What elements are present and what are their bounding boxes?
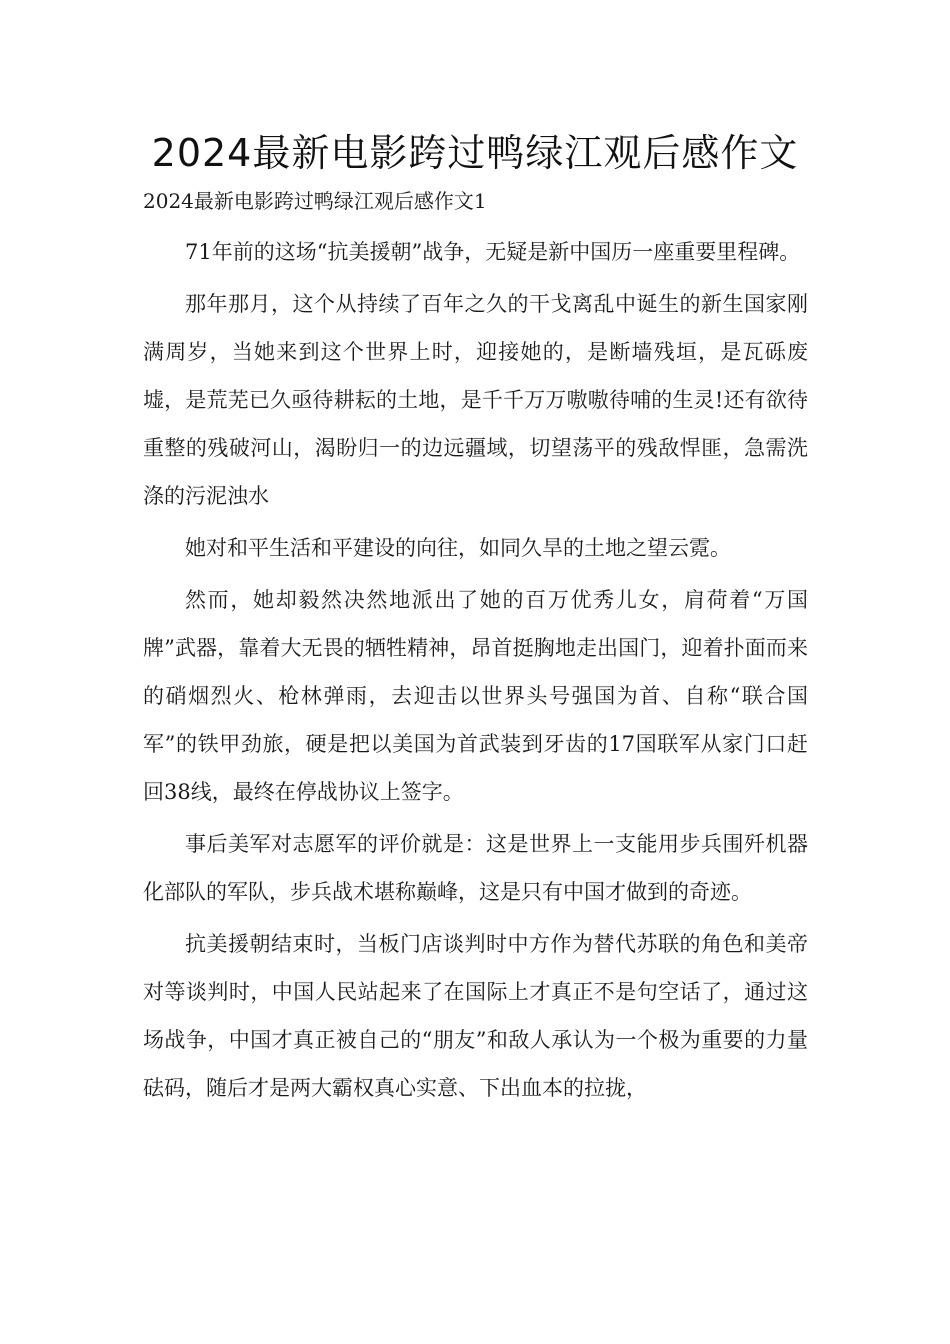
paragraph-4: 然而，她却毅然决然地派出了她的百万优秀儿女，肩荷着“万国牌”武器，靠着大无畏的牺牲精神，昂首挺胸地走出国门，迎着扑面而来的硝烟烈火、枪林弹雨，去迎击以世界头号强国为首、自称“联合国军”的铁甲劲旅，硬是把以美国为首武装到牙齿的17国联军从家门口赶回38线，最终在停战协议上签字。 [143, 588, 808, 804]
paragraph-2: 那年那月，这个从持续了百年之久的干戈离乱中诞生的新生国家刚满周岁，当她来到这个世界上时，迎接她的，是断墙残垣，是瓦砾废墟，是荒芜已久亟待耕耘的土地，是千千万万嗷嗷待哺的生灵!还有欲待重整的残破河山，渴盼归一的边远疆域，切望荡平的残敌悍匪，急需洗涤的污泥浊水 [143, 292, 808, 508]
paragraph-5: 事后美军对志愿军的评价就是：这是世界上一支能用步兵围歼机器化部队的军队，步兵战术堪称巅峰，这是只有中国才做到的奇迹。 [143, 832, 808, 904]
paragraph-3: 她对和平生活和平建设的向往，如同久旱的土地之望云霓。 [185, 536, 731, 560]
paragraph-6: 抗美援朝结束时，当板门店谈判时中方作为替代苏联的角色和美帝对等谈判时，中国人民站起来了在国际上才真正不是句空话了，通过这场战争，中国才真正被自己的“朋友”和敌人承认为一个极为重要的力量砝码，随后才是两大霸权真心实意、下出血本的拉拢， [143, 932, 808, 1100]
document-body [143, 228, 808, 1112]
document-subtitle: 2024最新电影跨过鸭绿江观后感作文1 [143, 189, 487, 213]
document-title: 2024最新电影跨过鸭绿江观后感作文 [151, 131, 799, 175]
paragraph-1: 71年前的这场“抗美援朝”战争，无疑是新中国历一座重要里程碑。 [185, 240, 801, 264]
